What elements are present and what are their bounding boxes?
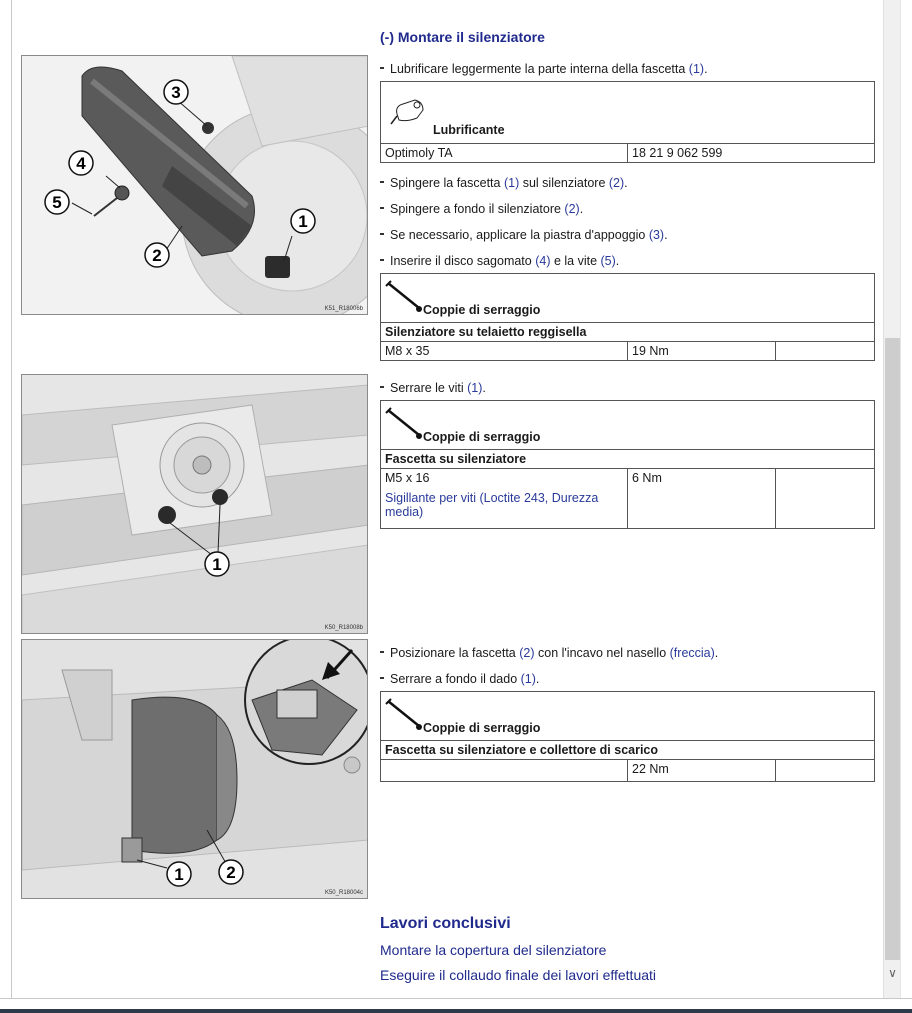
ref-link[interactable]: (2): [564, 202, 580, 216]
torque-wrench-icon: [385, 698, 425, 732]
ref-link[interactable]: (3): [648, 228, 665, 242]
torque-header: Coppie di serraggio: [423, 721, 541, 735]
bullet: [380, 677, 384, 679]
step-text: Spingere la fascetta: [390, 176, 504, 190]
step-text: con l'incavo nel nasello: [534, 646, 670, 660]
ref-link[interactable]: (5): [600, 254, 616, 268]
callout-2-label: 2: [226, 863, 236, 882]
ref-link[interactable]: (1): [688, 62, 705, 76]
step-text: .: [535, 672, 540, 686]
step-push-silencer: [380, 202, 583, 216]
lubricant-table: [380, 81, 875, 163]
step-text: Spingere a fondo il silenziatore: [390, 202, 565, 216]
figure-clamp-screws: [21, 374, 368, 634]
bullet: [380, 67, 384, 69]
torque-wrench-icon: [385, 407, 425, 441]
silencer-exploded-illustration: [22, 56, 368, 315]
step-text: .: [624, 176, 628, 190]
step-text: .: [664, 228, 668, 242]
taskbar-edge: [0, 1009, 912, 1013]
torque-extra: [776, 342, 875, 361]
torque-header-cell: [381, 692, 875, 741]
scrollbar-thumb[interactable]: [885, 338, 900, 960]
vertical-scrollbar[interactable]: [883, 0, 900, 998]
page-title: (-) Montare il silenziatore: [380, 29, 545, 45]
step-apply-plate: [380, 228, 668, 242]
step-tighten-screws: [380, 381, 486, 395]
torque-spec-cell: [381, 469, 628, 529]
bullet: [380, 233, 384, 235]
figure-silencer-exploded: [21, 55, 368, 315]
ref-link[interactable]: (1): [520, 672, 536, 686]
callout-1-label: 1: [212, 555, 222, 574]
callout-5-label: 5: [52, 193, 62, 212]
lubricant-header: Lubrificante: [433, 123, 505, 137]
step-text: sul silenziatore: [519, 176, 609, 190]
torque-extra: [776, 760, 875, 782]
ref-link[interactable]: (freccia): [669, 646, 715, 660]
bullet: [380, 386, 384, 388]
step-tighten-nut: [380, 672, 539, 686]
step-push-clamp: [380, 176, 628, 190]
torque-subject: Silenziatore su telaietto reggisella: [381, 323, 875, 342]
step-text: Lubrificare leggermente la parte interna della fascetta: [390, 62, 689, 76]
callout-4-label: 4: [76, 154, 86, 173]
lubricant-header-cell: [381, 82, 875, 144]
torque-subject: Fascetta su silenziatore e collettore di scarico: [381, 741, 875, 760]
left-frame-border: [0, 0, 12, 1013]
ref-link[interactable]: (2): [519, 646, 535, 660]
torque-header: Coppie di serraggio: [423, 303, 541, 317]
sealant-link[interactable]: Sigillante per viti (Loctite 243, Durezza media): [385, 491, 599, 519]
torque-subject: Fascetta su silenziatore: [381, 450, 875, 469]
torque-header-cell: [381, 401, 875, 450]
link-mount-silencer-cover[interactable]: Montare la copertura del silenziatore: [380, 942, 607, 958]
torque-extra: [776, 469, 875, 529]
closing-section-title: Lavori conclusivi: [380, 915, 511, 932]
bullet: [380, 259, 384, 261]
ref-link[interactable]: (4): [535, 254, 551, 268]
step-text: .: [704, 62, 708, 76]
step-text: e la vite: [550, 254, 601, 268]
link-final-test[interactable]: Eseguire il collaudo finale dei lavori effettuati: [380, 967, 657, 983]
figure-code: K50_R18008b: [324, 625, 363, 631]
bullet: [380, 181, 384, 183]
lubricant-part-number: 18 21 9 062 599: [628, 144, 875, 163]
step-text: Inserire il disco sagomato: [390, 254, 536, 268]
torque-value: 19 Nm: [628, 342, 776, 361]
step-lubricate: [380, 62, 708, 76]
step-text: .: [714, 646, 719, 660]
step-text: .: [482, 381, 486, 395]
ref-link[interactable]: (1): [467, 381, 483, 395]
step-text: .: [579, 202, 584, 216]
torque-spec: M8 x 35: [381, 342, 628, 361]
figure-code: K50_R18004c: [324, 890, 363, 896]
lubricant-product: Optimoly TA: [381, 144, 628, 163]
right-frame-border: [900, 0, 912, 998]
callout-2-label: 2: [152, 246, 162, 265]
bullet: [380, 207, 384, 209]
ref-link[interactable]: (2): [608, 176, 625, 190]
torque-table-2: [380, 400, 875, 529]
torque-table-1: [380, 273, 875, 361]
step-text: Serrare a fondo il dado: [390, 672, 521, 686]
bottom-frame-bar: [0, 998, 912, 1013]
step-insert-disc: [380, 254, 619, 268]
step-text: .: [615, 254, 620, 268]
step-position-clamp: [380, 646, 718, 660]
torque-header: Coppie di serraggio: [423, 430, 541, 444]
bullet: [380, 651, 384, 653]
step-text: Serrare le viti: [390, 381, 468, 395]
figure-code: K51_R18006b: [324, 306, 363, 312]
torque-table-3: [380, 691, 875, 782]
scroll-down-icon[interactable]: ∨: [888, 966, 897, 980]
clamp-nut-illustration: [22, 640, 368, 899]
torque-value: 22 Nm: [628, 760, 776, 782]
step-text: Se necessario, applicare la piastra d'appoggio: [390, 228, 649, 242]
callout-1-label: 1: [298, 212, 308, 231]
callout-3-label: 3: [171, 83, 181, 102]
clamp-screws-illustration: [22, 375, 368, 634]
torque-wrench-icon: [385, 280, 425, 314]
torque-spec: M5 x 16: [385, 471, 430, 485]
callout-1-label: 1: [174, 865, 184, 884]
torque-value: 6 Nm: [628, 469, 776, 529]
oil-can-icon: [389, 94, 429, 128]
figure-clamp-nut: [21, 639, 368, 899]
torque-spec: [381, 760, 628, 782]
step-text: Posizionare la fascetta: [390, 646, 520, 660]
torque-header-cell: [381, 274, 875, 323]
ref-link[interactable]: (1): [503, 176, 520, 190]
